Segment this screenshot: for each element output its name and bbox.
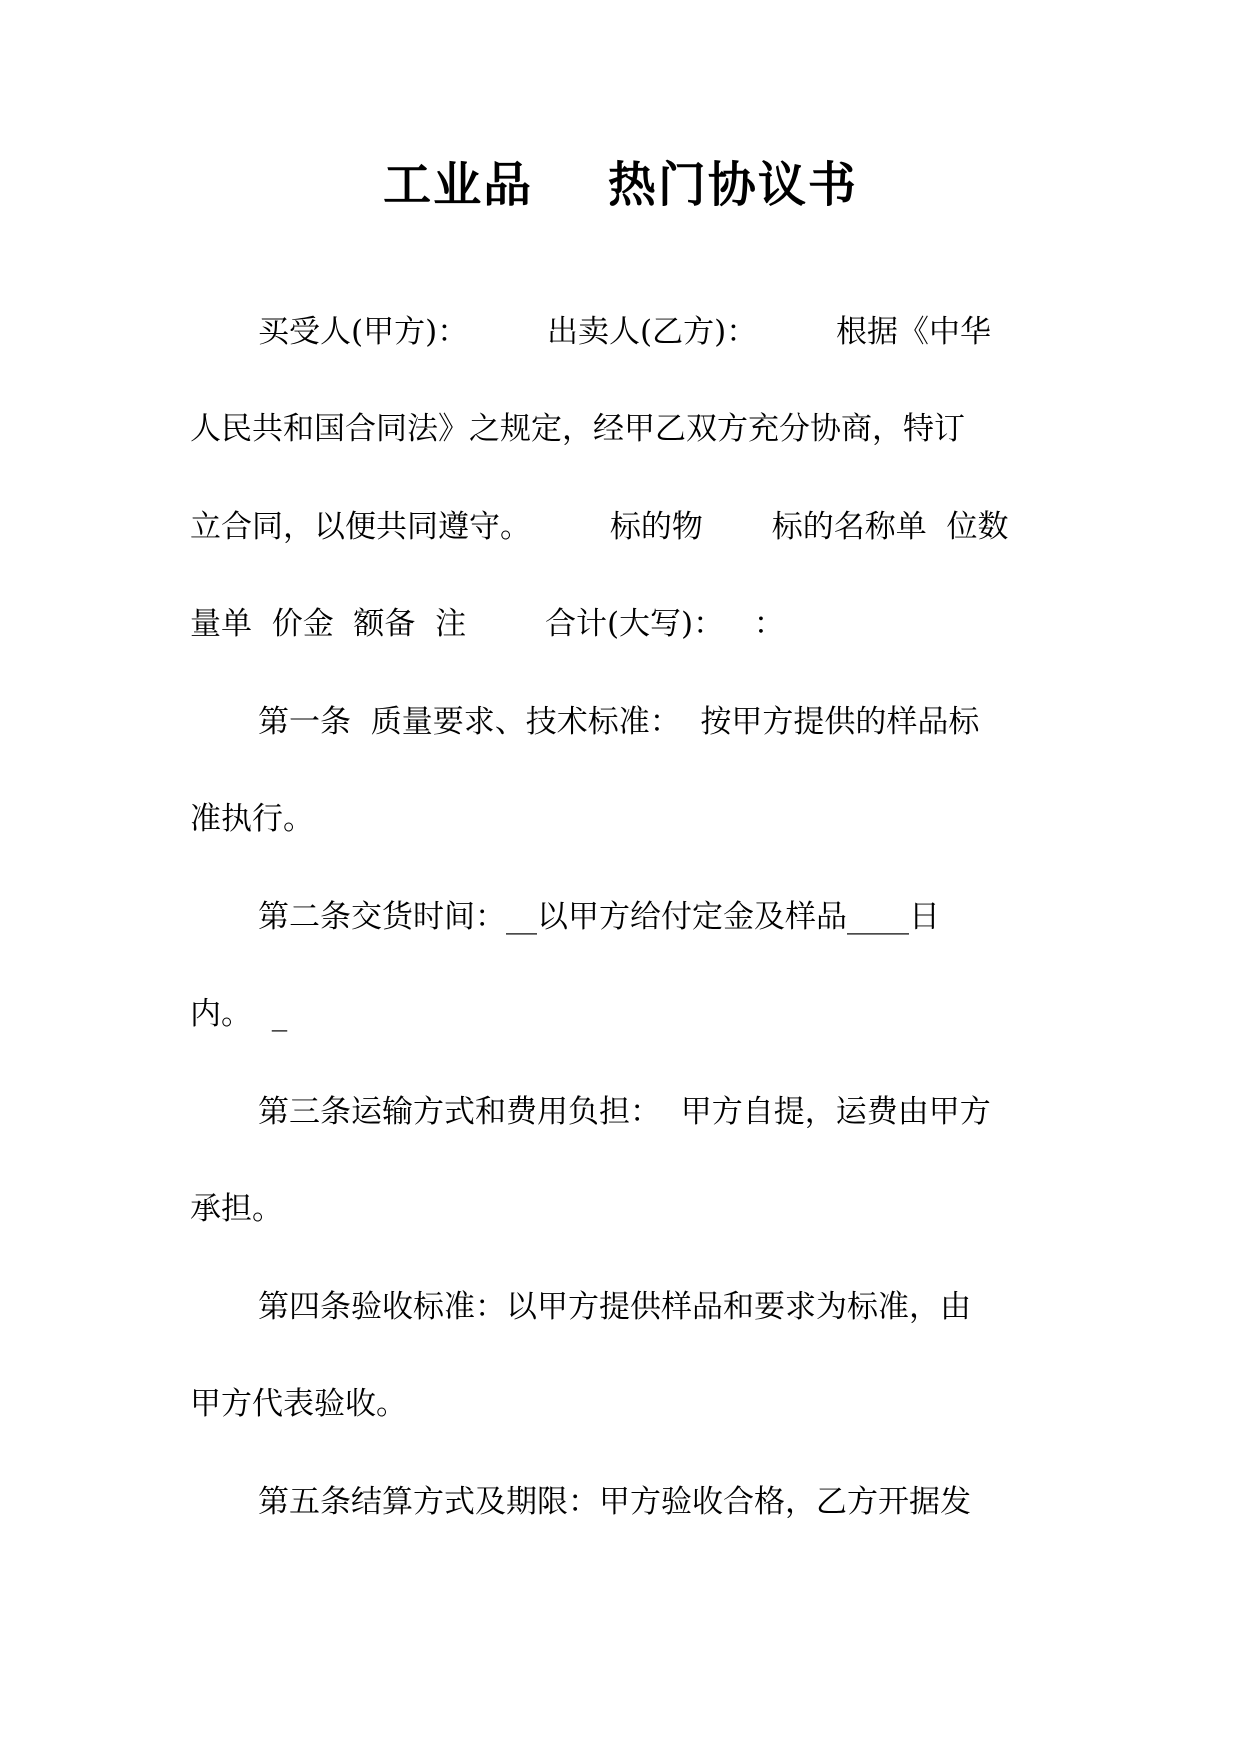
paragraph-line: 量单 价金 额备 注 合计(大写)： ： <box>190 606 785 642</box>
paragraph-line: 立合同，以便共同遵守。 标的物 标的名称单 位数 <box>190 509 1009 545</box>
paragraph-line: 第三条运输方式和费用负担： 甲方自提，运费由甲方 <box>258 1094 991 1130</box>
paragraph-line: 承担。 <box>190 1191 283 1227</box>
paragraph-line: 第五条结算方式及期限：甲方验收合格，乙方开据发 <box>258 1484 971 1520</box>
document-title: 工业品 热门协议书 <box>383 157 858 213</box>
paragraph-line: 内。 _ <box>190 996 288 1032</box>
paragraph-line: 买受人(甲方)： 出卖人(乙方)： 根据《中华 <box>258 314 992 350</box>
paragraph-line: 准执行。 <box>190 801 314 837</box>
paragraph-line: 甲方代表验收。 <box>190 1386 407 1422</box>
paragraph-line: 第一条 质量要求、技术标准： 按甲方提供的样品标 <box>258 704 980 740</box>
paragraph-line: 第二条交货时间：__以甲方给付定金及样品____日 <box>258 899 940 935</box>
paragraph-line: 第四条验收标准：以甲方提供样品和要求为标准，由 <box>258 1289 971 1325</box>
paragraph-line: 人民共和国合同法》之规定，经甲乙双方充分协商，特订 <box>190 411 965 447</box>
